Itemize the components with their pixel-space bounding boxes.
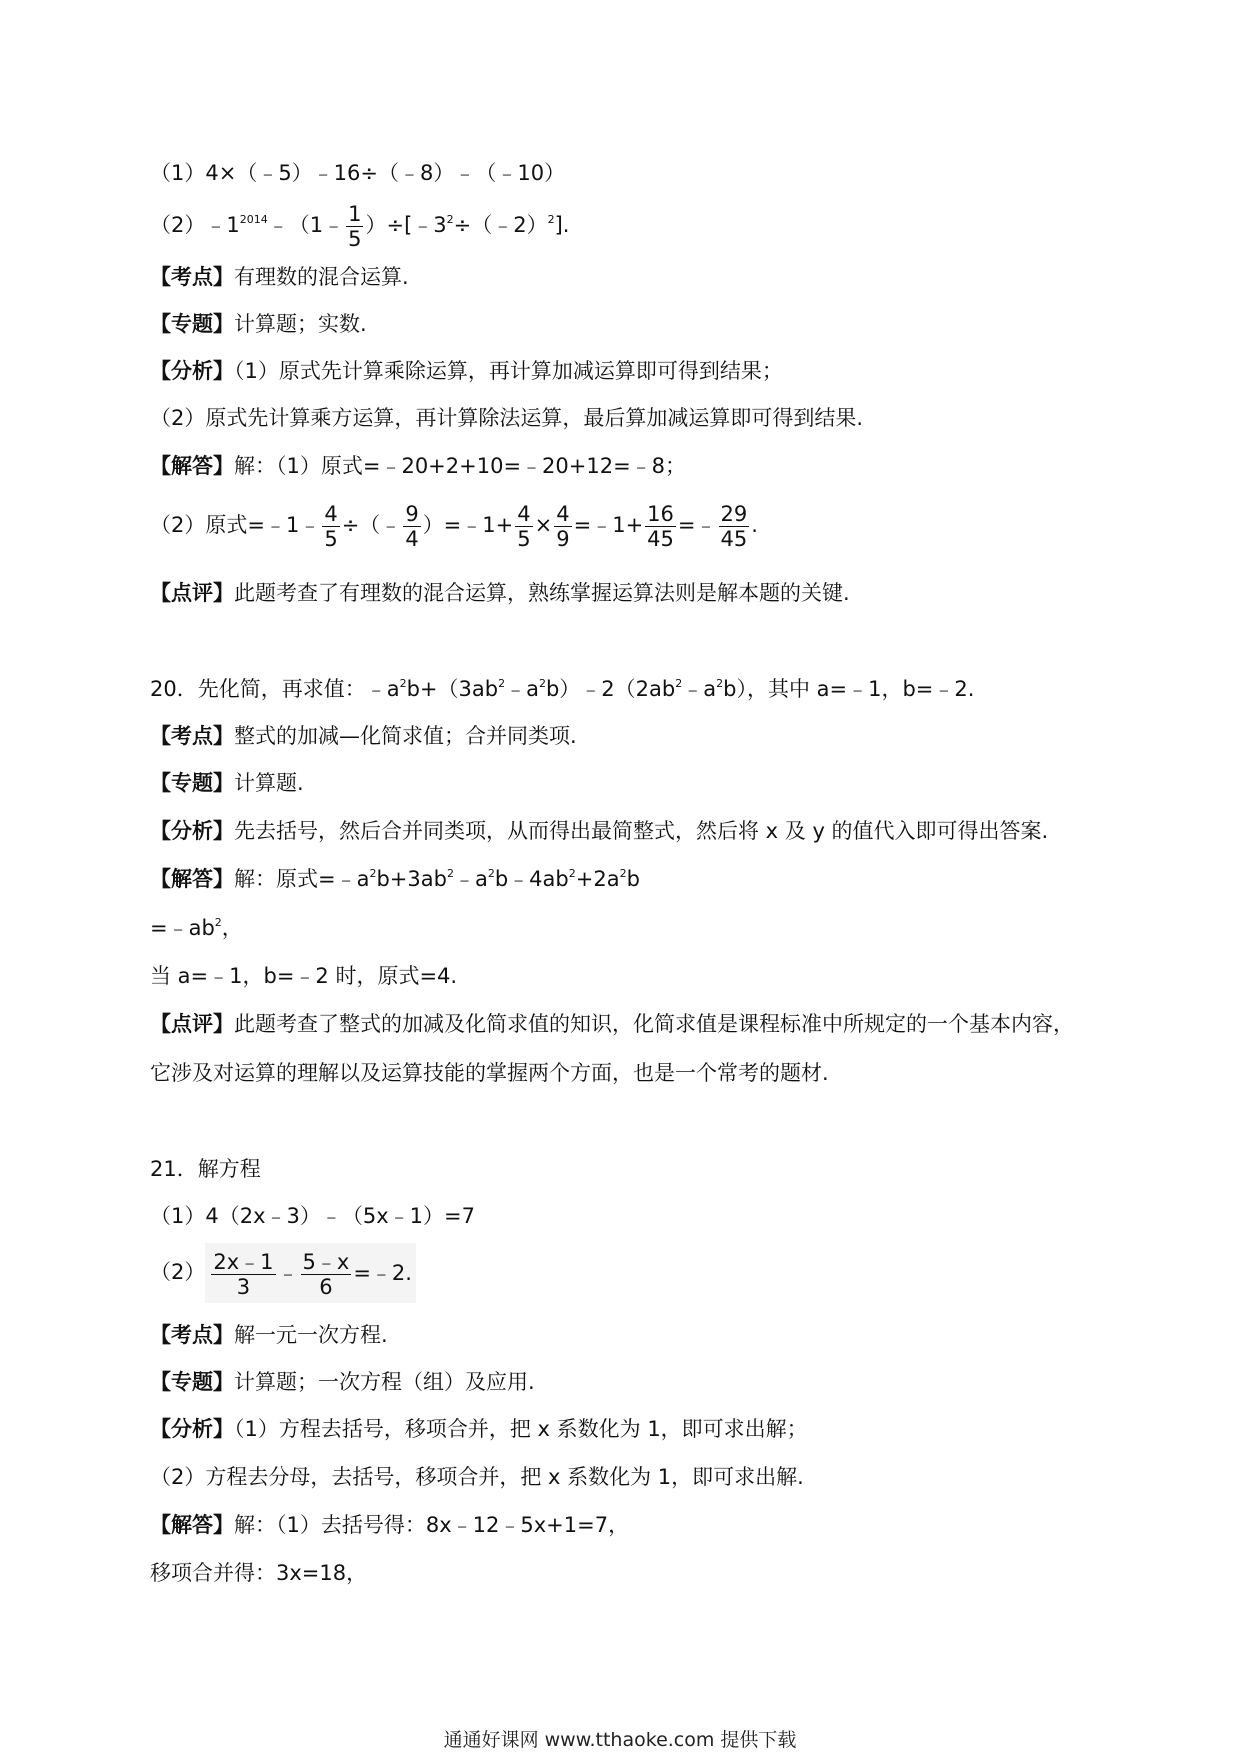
jieda-tag: 【解答】: [150, 1513, 234, 1537]
jieda-text: b﹣4ab: [494, 867, 569, 891]
expr-text: （2）原式=﹣1﹣: [150, 513, 321, 537]
stem-text: b），其中 a=﹣1，b=﹣2.: [723, 677, 975, 701]
numerator: 4: [324, 501, 338, 526]
q20-dianping2: 它涉及对运算的理解以及运算技能的掌握两个方面，也是一个常考的题材.: [150, 1061, 829, 1085]
q19-part2-text: ）÷[﹣3: [365, 213, 447, 237]
exponent: 2: [675, 677, 683, 690]
denominator: 45: [647, 526, 674, 551]
expr-text: ×: [534, 513, 553, 537]
kaodian-tag: 【考点】: [150, 724, 234, 748]
q20-kaodian: [150, 721, 577, 751]
dianping-tag: 【点评】: [150, 1012, 234, 1036]
jieda-tag: 【解答】: [150, 454, 234, 478]
expr-text: =﹣1+: [573, 513, 644, 537]
fenxi-tag: 【分析】: [150, 1417, 234, 1441]
expr-text: ÷（﹣: [341, 513, 402, 537]
fraction: [719, 502, 750, 551]
kaodian-tag: 【考点】: [150, 265, 234, 289]
fraction: [301, 1250, 352, 1299]
q21-kaodian: [150, 1320, 388, 1350]
jieda-text: b+3ab: [376, 867, 447, 891]
q19-part2-text: ﹣（1﹣: [267, 213, 345, 237]
numerator: 4: [517, 501, 531, 526]
exponent: 2: [568, 867, 576, 880]
jieda-text: +2a: [575, 867, 620, 891]
kaodian-tag: 【考点】: [150, 1323, 234, 1347]
q20-fenxi: [150, 816, 1048, 846]
q19-part1: （1）4×（﹣5）﹣16÷（﹣8）﹣（﹣10）: [150, 161, 566, 185]
q21-part1: （1）4（2x﹣3）﹣（5x﹣1）=7: [150, 1204, 475, 1228]
exponent: 2: [446, 213, 454, 226]
q20-zhuanti: [150, 768, 304, 798]
fraction: [322, 502, 339, 551]
exponent: 2: [498, 677, 506, 690]
fenxi-text: （1）方程去括号，移项合并，把 x 系数化为 1，即可求出解；: [234, 1417, 808, 1441]
exponent: 2: [716, 677, 724, 690]
q19-zhuanti: [150, 309, 367, 339]
expr-text: ）=﹣1+: [422, 513, 514, 537]
numerator: 2x﹣1: [213, 1249, 274, 1274]
stem-text: ﹣a: [505, 677, 539, 701]
exponent: 2: [538, 677, 546, 690]
exponent: 2: [369, 867, 377, 880]
q21-fenxi2: （2）方程去分母，去括号，移项合并，把 x 系数化为 1，即可求出解.: [150, 1465, 804, 1489]
q21-title: 21．解方程: [150, 1157, 261, 1181]
numerator: 29: [720, 501, 748, 526]
exponent: 2: [547, 213, 555, 226]
denominator: 5: [517, 526, 531, 551]
jieda-text: 解：（1）去括号得：8x﹣12﹣5x+1=7，: [234, 1513, 630, 1537]
q19-kaodian: [150, 262, 409, 292]
fraction: [211, 1250, 275, 1299]
kaodian-text: 有理数的混合运算.: [234, 265, 409, 289]
fraction: [554, 502, 571, 551]
zhuanti-tag: 【专题】: [150, 312, 234, 336]
zhuanti-text: 计算题；实数.: [234, 312, 367, 336]
denominator: 45: [720, 526, 748, 551]
part2-text: ﹣: [277, 1261, 299, 1285]
zhuanti-text: 计算题；一次方程（组）及应用.: [234, 1370, 535, 1394]
exponent: 2: [399, 677, 407, 690]
jieda-text: =﹣ab: [150, 916, 215, 940]
jieda-text: b: [626, 867, 640, 891]
q19-part2-text: （2）﹣1: [150, 213, 240, 237]
q19-jieda1: [150, 451, 686, 481]
q20-jieda3: 当 a=﹣1，b=﹣2 时，原式=4.: [150, 964, 458, 988]
stem-text: 20．先化简，再求值：﹣a: [150, 677, 400, 701]
fraction: [515, 502, 532, 551]
q19-fenxi1: [150, 356, 783, 386]
q20-jieda2: [150, 913, 243, 943]
zhuanti-tag: 【专题】: [150, 771, 234, 795]
q19-dianping: [150, 578, 850, 608]
numerator: 1: [348, 201, 362, 226]
q19-fenxi2: （2）原式先计算乘方运算，再计算除法运算，最后算加减运算即可得到结果.: [150, 406, 864, 430]
q21-part2: [150, 1242, 416, 1303]
numerator: 4: [556, 501, 570, 526]
jieda-text: ，: [221, 916, 243, 940]
exponent: 2: [619, 867, 627, 880]
q20-dianping1: [150, 1009, 1074, 1039]
fraction: [346, 202, 363, 251]
jieda-text: 解：原式=﹣a: [234, 867, 370, 891]
q21-jieda2: 移项合并得：3x=18，: [150, 1561, 368, 1585]
part2-text: （2）: [150, 1260, 206, 1284]
dianping-text: 此题考查了整式的加减及化简求值的知识，化简求值是课程标准中所规定的一个基本内容，: [234, 1012, 1074, 1036]
numerator: 5﹣x: [302, 1249, 350, 1274]
q19-jieda2: [150, 495, 758, 555]
zhuanti-tag: 【专题】: [150, 1370, 234, 1394]
stem-text: ﹣a: [682, 677, 717, 701]
q21-fenxi1: [150, 1414, 808, 1444]
exponent: 2: [214, 916, 222, 929]
exponent: 2: [487, 867, 495, 880]
jieda-text: 解：（1）原式=﹣20+2+10=﹣20+12=﹣8；: [234, 454, 687, 478]
denominator: 3: [211, 1274, 275, 1299]
jieda-text: ﹣a: [453, 867, 488, 891]
exponent: 2: [446, 867, 454, 880]
q19-part2-text: ].: [554, 213, 570, 237]
equation-box: [205, 1243, 416, 1303]
jieda-tag: 【解答】: [150, 867, 234, 891]
fraction: [645, 502, 676, 551]
stem-text: b+（3ab: [406, 677, 499, 701]
denominator: 9: [556, 526, 570, 551]
expr-text: =﹣: [677, 513, 717, 537]
q21-zhuanti: [150, 1367, 535, 1397]
denominator: 5: [348, 226, 362, 251]
dianping-text: 此题考查了有理数的混合运算，熟练掌握运算法则是解本题的关键.: [234, 581, 850, 605]
fenxi-tag: 【分析】: [150, 819, 234, 843]
fenxi-text: （1）原式先计算乘除运算，再计算加减运算即可得到结果；: [234, 359, 783, 383]
denominator: 4: [405, 526, 419, 551]
fraction: [403, 502, 420, 551]
q20-stem: [150, 674, 974, 704]
numerator: 9: [405, 501, 419, 526]
denominator: 5: [324, 526, 338, 551]
denominator: 6: [301, 1274, 352, 1299]
stem-text: b）﹣2（2ab: [545, 677, 676, 701]
part2-text: =﹣2.: [353, 1261, 412, 1285]
numerator: 16: [647, 501, 674, 526]
q19-part2: [150, 200, 569, 251]
fenxi-text: 先去括号，然后合并同类项，从而得出最简整式，然后将 x 及 y 的值代入即可得出答案.: [234, 819, 1049, 843]
q19-part2-text: ÷（﹣2）: [453, 213, 548, 237]
exponent: 2014: [239, 213, 268, 226]
fenxi-tag: 【分析】: [150, 359, 234, 383]
zhuanti-text: 计算题.: [234, 771, 304, 795]
dianping-tag: 【点评】: [150, 581, 234, 605]
expr-text: .: [751, 513, 758, 537]
kaodian-text: 整式的加减—化简求值；合并同类项.: [234, 724, 577, 748]
q21-jieda1: [150, 1510, 629, 1540]
page-footer: 通通好课网 www.tthaoke.com 提供下载: [443, 1729, 797, 1751]
q20-jieda1: [150, 864, 640, 894]
kaodian-text: 解一元一次方程.: [234, 1323, 388, 1347]
